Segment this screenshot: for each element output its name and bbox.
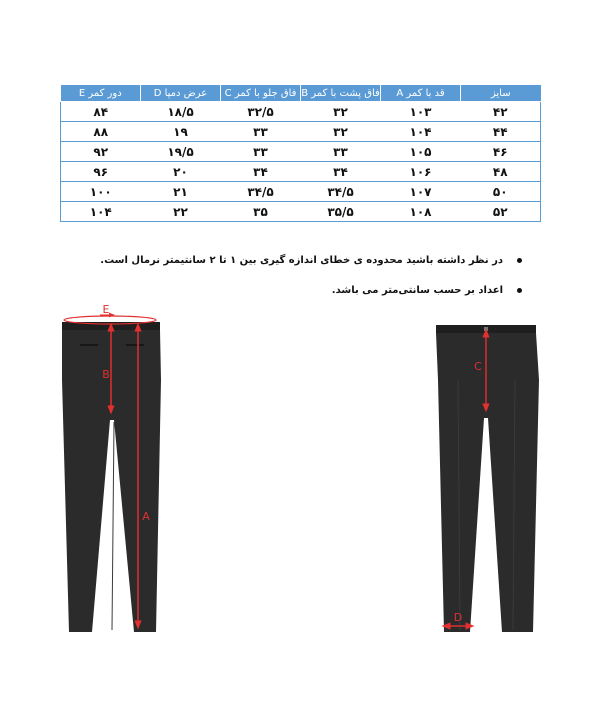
table-cell: ۱۰۴ — [61, 202, 141, 222]
table-cell: ۵۰ — [461, 182, 541, 202]
table-cell: ۹۲ — [61, 142, 141, 162]
table-cell: ۱۰۴ — [381, 122, 461, 142]
table-cell: ۱۸/۵ — [141, 102, 221, 122]
table-cell: ۳۲ — [301, 122, 381, 142]
note-text: اعداد بر حسب سانتی‌متر می باشد. — [331, 285, 503, 296]
label-a: A — [142, 510, 150, 523]
trousers-front-view — [436, 325, 539, 632]
table-cell: ۸۸ — [61, 122, 141, 142]
table-cell: ۳۴ — [301, 162, 381, 182]
header-back-rise-b: فاق پشت با کمر B — [301, 85, 381, 102]
table-cell: ۱۰۰ — [61, 182, 141, 202]
table-cell: ۳۴ — [221, 162, 301, 182]
table-cell: ۱۰۷ — [381, 182, 461, 202]
table-cell: ۹۶ — [61, 162, 141, 182]
table-cell: ۳۳ — [221, 122, 301, 142]
table-cell: ۳۳ — [301, 142, 381, 162]
table-cell: ۴۲ — [461, 102, 541, 122]
table-cell: ۱۰۵ — [381, 142, 461, 162]
table-cell: ۳۵ — [221, 202, 301, 222]
table-cell: ۳۴/۵ — [221, 182, 301, 202]
table-cell: ۳۵/۵ — [301, 202, 381, 222]
table-cell: ۳۳ — [221, 142, 301, 162]
table-cell: ۳۲/۵ — [221, 102, 301, 122]
table-cell: ۲۱ — [141, 182, 221, 202]
label-b: B — [102, 368, 110, 381]
table-cell: ۴۴ — [461, 122, 541, 142]
table-cell: ۴۶ — [461, 142, 541, 162]
table-cell: ۱۰۳ — [381, 102, 461, 122]
measure-e — [64, 303, 156, 324]
header-front-rise-c: فاق جلو با کمر C — [221, 85, 301, 102]
table-cell: ۱۹/۵ — [141, 142, 221, 162]
label-d: D — [453, 611, 463, 624]
table-cell: ۱۹ — [141, 122, 221, 142]
header-size: سایز — [461, 85, 541, 102]
table-cell: ۲۲ — [141, 202, 221, 222]
table-cell: ۸۴ — [61, 102, 141, 122]
header-length-a: قد با کمر A — [381, 85, 461, 102]
table-cell: ۳۲ — [301, 102, 381, 122]
table-cell: ۴۸ — [461, 162, 541, 182]
table-cell: ۳۴/۵ — [301, 182, 381, 202]
label-c: C — [474, 360, 482, 373]
table-cell: ۵۲ — [461, 202, 541, 222]
note-text: در نظر داشته باشید محدوده ی خطای اندازه گیری بین ۱ تا ۲ سانتیمتر نرمال است. — [100, 255, 503, 266]
table-cell: ۱۰۶ — [381, 162, 461, 182]
label-e: E — [102, 303, 110, 316]
header-hem-width-d: عرض دمپا D — [141, 85, 221, 102]
header-waist-e: دور کمر E — [61, 85, 141, 102]
table-cell: ۲۰ — [141, 162, 221, 182]
table-cell: ۱۰۸ — [381, 202, 461, 222]
